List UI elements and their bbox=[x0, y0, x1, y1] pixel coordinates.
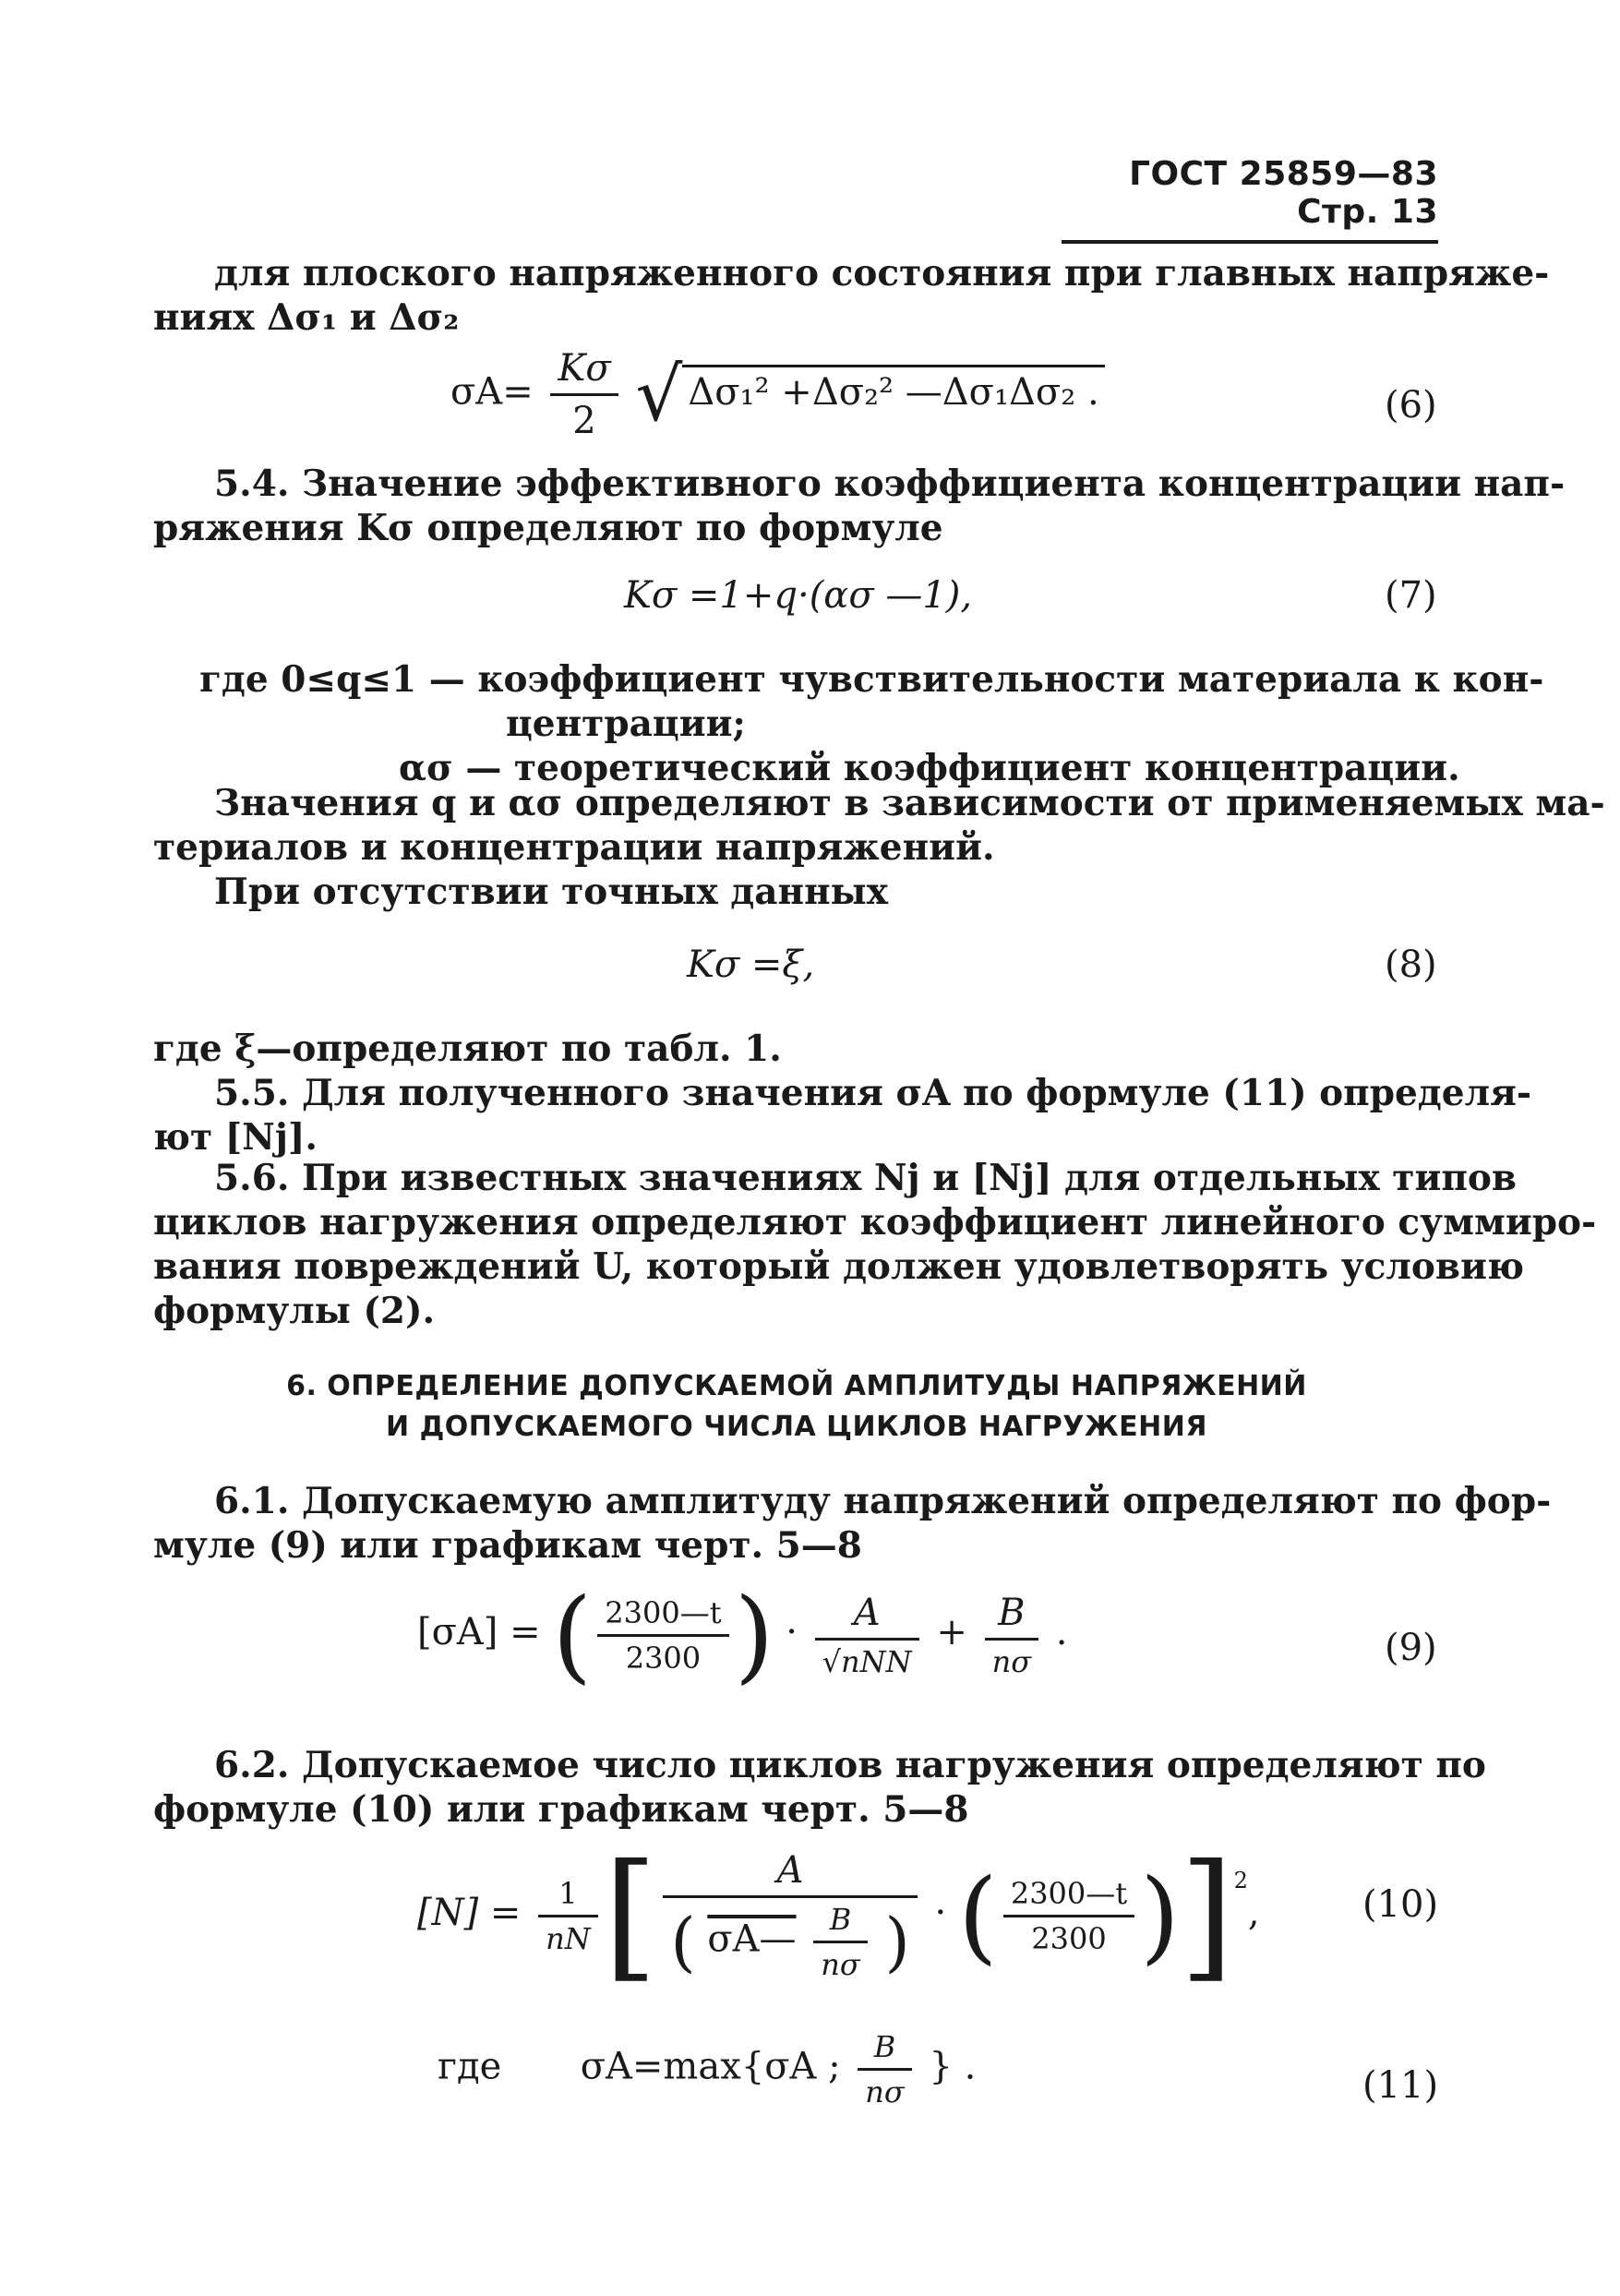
eq10-left-bracket: [ bbox=[603, 1835, 658, 1996]
paragraph-6-1 bbox=[153, 1479, 1552, 1568]
paragraph-5-5 bbox=[153, 1071, 1532, 1160]
paragraph-5-6 bbox=[153, 1156, 1597, 1333]
eq10-den-right-paren: ) bbox=[884, 1904, 910, 1980]
eq6-lhs: σA= bbox=[450, 370, 534, 414]
p61-line-2: муле (9) или графикам черт. 5—8 bbox=[153, 1524, 862, 1567]
eq11-where: где bbox=[438, 2045, 502, 2088]
eq9-number: (9) bbox=[1385, 1627, 1437, 1669]
eq10-dot: · bbox=[934, 1892, 947, 1934]
eq10-b-fraction bbox=[813, 1902, 867, 1982]
eq6-number: (6) bbox=[1385, 384, 1437, 427]
section-6-heading bbox=[153, 1366, 1440, 1448]
p56-line-3: вания повреждений U, который должен удовлетворять условию bbox=[153, 1245, 1524, 1288]
eq10-temp-den: 2300 bbox=[1031, 1920, 1107, 1956]
eq10-a: A bbox=[663, 1849, 917, 1898]
eq9-plus: + bbox=[936, 1611, 967, 1653]
equation-11 bbox=[438, 2029, 976, 2110]
eq10-right-bracket: ] bbox=[1180, 1835, 1234, 1996]
eq10-lhs: [N] = bbox=[417, 1892, 522, 1934]
eq9-dot: · bbox=[786, 1611, 798, 1653]
eq9-right-paren: ) bbox=[734, 1576, 774, 1694]
eq9-end: . bbox=[1055, 1611, 1068, 1653]
eq10-right-paren: ) bbox=[1140, 1857, 1181, 1975]
where7-line-3: ασ — теоретический коэффициент концентрации. bbox=[399, 747, 1460, 789]
p55-line-1: 5.5. Для полученного значения σA по формуле (11) определя- bbox=[214, 1072, 1532, 1114]
eq10-b-num: B bbox=[813, 1902, 867, 1943]
equation-10: [N] = $\frac{1}{nN}$ [ A ( σA— $\frac{B}{n\sigma}$ ) · ( $\frac{2300—t}{2300}$ )]$^2$, bbox=[417, 1835, 1260, 1996]
eq10-temp-num: 2300—t bbox=[1003, 1876, 1134, 1917]
eq10-denominator bbox=[663, 1898, 917, 1982]
eq7-number: (7) bbox=[1385, 574, 1437, 617]
eq11-b-den: nσ bbox=[865, 2074, 905, 2110]
equation-8: Kσ =ξ, bbox=[687, 944, 815, 986]
eq10-one-over-nn bbox=[538, 1876, 598, 1956]
p54-line-1: 5.4. Значение эффективного коэффициента концентрации нап- bbox=[214, 463, 1566, 505]
eq9-temp-num: 2300—t bbox=[597, 1595, 728, 1637]
eq9-a-fraction bbox=[815, 1592, 919, 1679]
paragraph-6-2 bbox=[153, 1743, 1486, 1832]
p54-line-2: ряжения Kσ определяют по формуле bbox=[153, 507, 943, 549]
where-7 bbox=[153, 657, 1544, 790]
where8-line: где ξ—определяют по табл. 1. bbox=[153, 1028, 782, 1070]
eq10-den-left-paren: ( bbox=[670, 1904, 696, 1980]
sqrt-sign-icon: √ bbox=[635, 352, 683, 438]
page-header: ГОСТ 25859—83 Стр. 13 bbox=[1062, 155, 1438, 244]
eq10-sigma-bar: σA— bbox=[707, 1917, 797, 1961]
equation-9 bbox=[417, 1576, 1068, 1694]
where7-line-1: где 0≤q≤1 — коэффициент чувствительности материала к кон- bbox=[199, 658, 1544, 701]
paragraph-5-4 bbox=[153, 462, 1566, 550]
eq9-b-den: nσ bbox=[991, 1643, 1032, 1679]
p61-line-1: 6.1. Допускаемую амплитуду напряжений определяют по фор- bbox=[214, 1480, 1552, 1522]
eq10-b-den: nσ bbox=[821, 1947, 860, 1982]
eq9-b-num: B bbox=[985, 1592, 1038, 1641]
eq11-number: (11) bbox=[1362, 2064, 1439, 2107]
eq10-temp-fraction bbox=[1003, 1876, 1134, 1956]
intro-line-1: для плоского напряженного состояния при главных напряже- bbox=[214, 252, 1550, 295]
eq10-main-fraction bbox=[663, 1849, 917, 1982]
eq6-fraction bbox=[550, 347, 618, 442]
p55-line-2: ют [Nj]. bbox=[153, 1116, 318, 1159]
where7-line-2: центрации; bbox=[506, 703, 746, 745]
p62-line-2: формуле (10) или графикам черт. 5—8 bbox=[153, 1788, 969, 1831]
values-line-2: териалов и концентрации напряжений. bbox=[153, 826, 995, 869]
eq6-frac-num: Kσ bbox=[550, 347, 618, 396]
p56-line-2: циклов нагружения определяют коэффициент линейного суммиро- bbox=[153, 1201, 1597, 1244]
p56-line-4: формулы (2). bbox=[153, 1290, 436, 1332]
p56-line-1: 5.6. При известных значениях Nj и [Nj] для отдельных типов bbox=[214, 1157, 1518, 1199]
eq11-b-num: B bbox=[858, 2029, 911, 2071]
equation-6 bbox=[450, 347, 1105, 442]
equation-7: Kσ =1+q·(ασ —1), bbox=[624, 574, 973, 617]
eq9-b-fraction bbox=[985, 1592, 1038, 1679]
eq11-end: } . bbox=[929, 2045, 977, 2088]
section6-line-2: И ДОПУСКАЕМОГО ЧИСЛА ЦИКЛОВ НАГРУЖЕНИЯ bbox=[386, 1411, 1207, 1443]
eq8-number: (8) bbox=[1385, 944, 1437, 986]
eq10-one: 1 bbox=[538, 1876, 598, 1917]
eq6-radicand: Δσ₁² +Δσ₂² —Δσ₁Δσ₂ . bbox=[682, 365, 1104, 414]
eq9-left-paren: ( bbox=[552, 1576, 593, 1694]
values-line-1: Значения q и ασ определяют в зависимости от применяемых ма- bbox=[214, 782, 1605, 824]
eq6-frac-den: 2 bbox=[572, 400, 596, 442]
where-8 bbox=[153, 1027, 1440, 1071]
intro-paragraph bbox=[153, 251, 1550, 340]
eq9-temp-den: 2300 bbox=[625, 1640, 702, 1676]
values-line-3: При отсутствии точных данных bbox=[214, 871, 888, 913]
section6-line-1: 6. ОПРЕДЕЛЕНИЕ ДОПУСКАЕМОЙ АМПЛИТУДЫ НАПРЯЖЕНИЙ bbox=[286, 1370, 1307, 1402]
eq11-lhs: σA=max{σA ; bbox=[580, 2045, 841, 2088]
eq9-lhs: [σA] = bbox=[417, 1611, 541, 1653]
eq10-left-paren: ( bbox=[957, 1857, 998, 1975]
eq10-nn: nN bbox=[546, 1920, 591, 1956]
eq10-number: (10) bbox=[1362, 1883, 1439, 1926]
eq9-temp-fraction bbox=[597, 1595, 728, 1676]
p62-line-1: 6.2. Допускаемое число циклов нагружения определяют по bbox=[214, 1744, 1486, 1786]
intro-line-2: ниях Δσ₁ и Δσ₂ bbox=[153, 296, 460, 339]
eq11-b-fraction bbox=[858, 2029, 911, 2110]
values-paragraph bbox=[153, 781, 1605, 914]
eq9-a-den: √nNN bbox=[822, 1643, 912, 1679]
eq10-power: 2 bbox=[1233, 1868, 1248, 1893]
eq9-a-num: A bbox=[815, 1592, 919, 1641]
